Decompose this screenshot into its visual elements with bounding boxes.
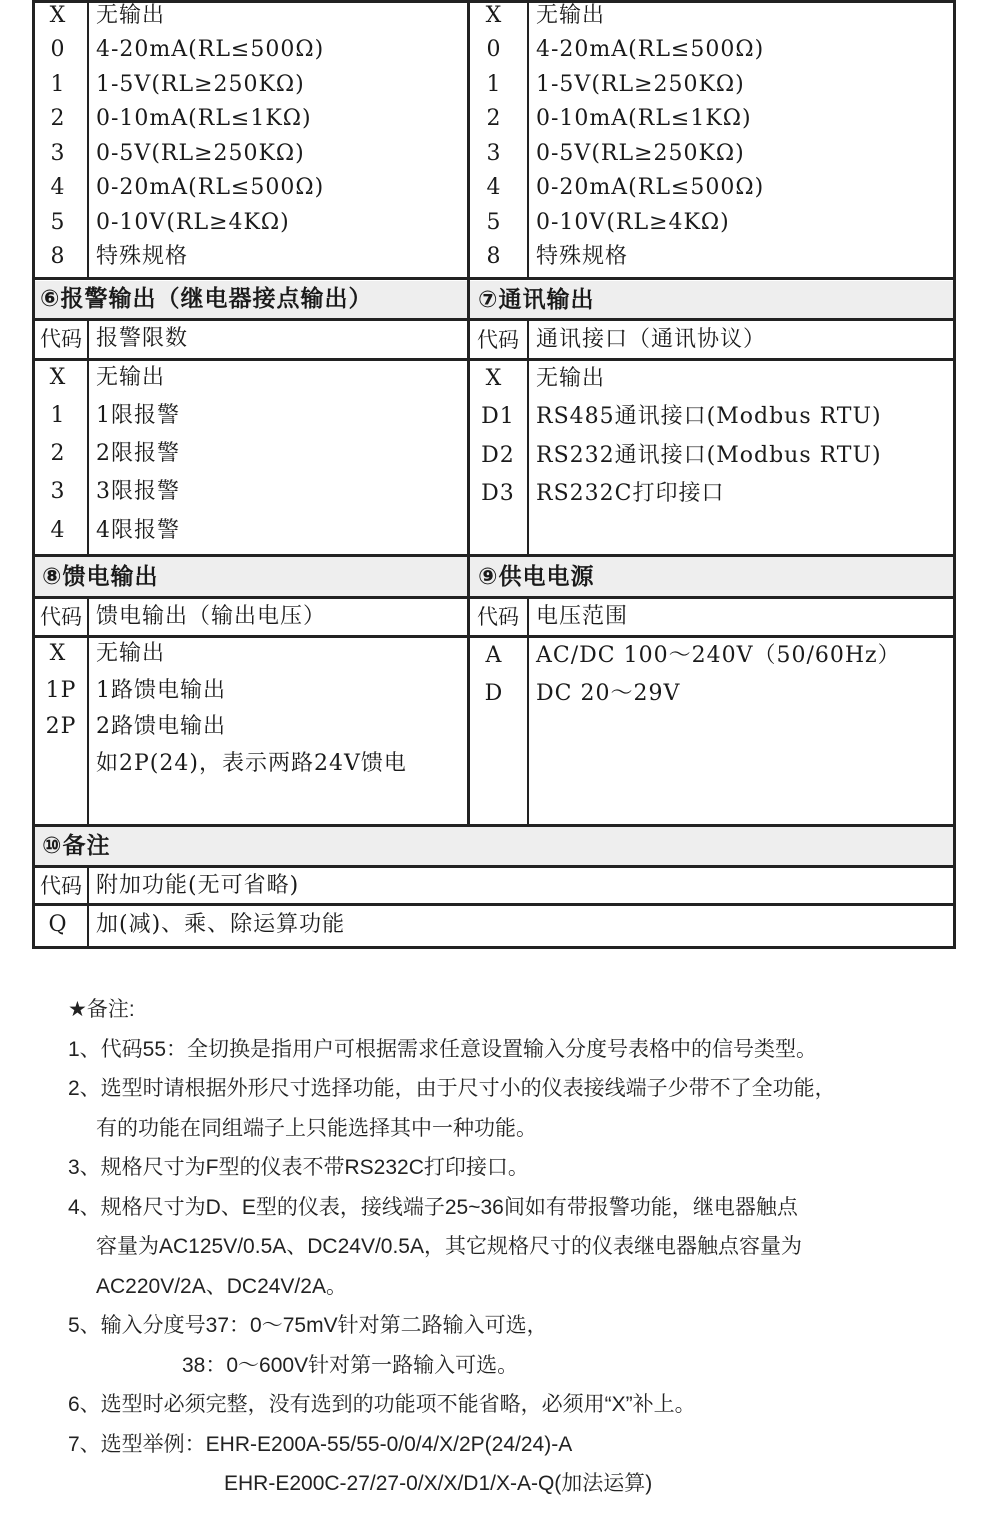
desc-cell: 3限报警 <box>96 479 180 504</box>
code-column-divider <box>87 0 89 278</box>
desc-cell: 4-20mA(RL≤500Ω) <box>536 37 765 62</box>
code-cell: 4 <box>50 175 66 200</box>
desc-cell: 无输出 <box>96 3 166 28</box>
code-cell: 0 <box>486 37 502 62</box>
code-cell: 3 <box>50 141 66 166</box>
code-cell: 1 <box>50 72 66 97</box>
code-cell: X <box>49 3 67 28</box>
code-cell: X <box>485 3 503 28</box>
code-cell: 5 <box>50 210 66 235</box>
code-column-divider <box>527 318 529 555</box>
note-line: 2、选型时请根据外形尺寸选择功能，由于尺寸小的仪表接线端子少带不了全功能， <box>68 1077 836 1100</box>
desc-cell: 如2P(24)，表示两路24V馈电 <box>96 751 407 776</box>
code-cell: 4 <box>486 175 502 200</box>
desc-cell: 2路馈电输出 <box>96 714 226 739</box>
desc-cell: 0-5V(RL≥250KΩ) <box>96 141 305 166</box>
desc-cell: 2限报警 <box>96 441 180 466</box>
feed-section-title: ⑧馈电输出 <box>42 564 159 590</box>
note-line: 5、输入分度号37：0～75mV针对第二路输入可选， <box>68 1314 548 1337</box>
desc-cell: 0-20mA(RL≤500Ω) <box>96 175 325 200</box>
comm-section-title: ⑦通讯输出 <box>478 287 595 313</box>
desc-cell: 0-10V(RL≥4KΩ) <box>96 210 290 235</box>
code-cell: 2 <box>50 106 66 131</box>
remark-code-header: 代码 <box>40 874 82 898</box>
code-cell: 4 <box>50 518 66 543</box>
alarm-section-title: ⑥报警输出（继电器接点输出） <box>40 286 373 312</box>
desc-cell: 无输出 <box>96 365 166 390</box>
note-line: 1、代码55：全切换是指用户可根据需求任意设置输入分度号表格中的信号类型。 <box>68 1038 818 1061</box>
code-cell: 8 <box>486 244 502 269</box>
feed-desc-header: 馈电输出（输出电压） <box>96 604 327 629</box>
rule <box>32 865 956 868</box>
code-cell: D2 <box>481 443 515 468</box>
desc-cell: 无输出 <box>536 366 606 391</box>
note-line: 3、规格尺寸为F型的仪表不带RS232C打印接口。 <box>68 1156 529 1179</box>
comm-code-header: 代码 <box>477 328 519 352</box>
desc-cell: 4-20mA(RL≤500Ω) <box>96 37 325 62</box>
alarm-code-header: 代码 <box>40 327 82 351</box>
code-cell: 1P <box>45 678 77 703</box>
desc-cell: RS232通讯接口(Modbus RTU) <box>536 443 882 468</box>
code-cell: D3 <box>481 481 515 506</box>
rule <box>32 277 956 280</box>
desc-cell: 0-10V(RL≥4KΩ) <box>536 210 730 235</box>
rule <box>32 903 956 906</box>
code-cell: 1 <box>486 72 502 97</box>
code-cell: 8 <box>50 244 66 269</box>
desc-cell: 4限报警 <box>96 518 180 543</box>
desc-cell: 无输出 <box>96 641 166 666</box>
note-line: 38：0～600V针对第一路输入可选。 <box>182 1354 519 1377</box>
code-cell: D1 <box>481 404 515 429</box>
desc-cell: 1-5V(RL≥250KΩ) <box>536 72 745 97</box>
remark-section-bar <box>35 827 953 865</box>
code-column-divider <box>527 596 529 825</box>
desc-cell: DC 20～29V <box>536 681 681 706</box>
code-cell: 1 <box>50 403 66 428</box>
code-cell: 0 <box>50 37 66 62</box>
note-line: 4、规格尺寸为D、E型的仪表，接线端子25~36间如有带报警功能，继电器触点 <box>68 1196 798 1219</box>
note-line: 7、选型举例：EHR-E200A-55/55-0/0/4/X/2P(24/24)-A <box>68 1433 573 1456</box>
code-column-divider <box>527 0 529 278</box>
rule <box>32 358 956 361</box>
rule <box>32 635 956 638</box>
rule <box>32 596 956 599</box>
code-cell: 2 <box>50 441 66 466</box>
code-cell: D <box>484 681 504 706</box>
code-cell: X <box>49 365 67 390</box>
note-line: 容量为AC125V/0.5A、DC24V/0.5A，其它规格尺寸的仪表继电器触点容量为 <box>96 1235 802 1258</box>
desc-cell: AC/DC 100～240V（50/60Hz） <box>536 643 901 668</box>
code-cell: Q <box>48 912 68 937</box>
desc-cell: 无输出 <box>536 3 606 28</box>
note-line: 6、选型时必须完整，没有选到的功能项不能省略，必须用“X”补上。 <box>68 1393 696 1416</box>
code-cell: 3 <box>50 479 66 504</box>
notes-title: ★备注: <box>68 998 135 1021</box>
feed-code-header: 代码 <box>40 605 82 629</box>
comm-desc-header: 通讯接口（通讯协议） <box>536 327 767 352</box>
code-cell: 2 <box>486 106 502 131</box>
note-line: 有的功能在同组端子上只能选择其中一种功能。 <box>96 1117 537 1140</box>
rule <box>32 318 956 321</box>
remark-desc-header: 附加功能(无可省略) <box>96 873 300 898</box>
code-cell: 2P <box>45 714 77 739</box>
desc-cell: 0-5V(RL≥250KΩ) <box>536 141 745 166</box>
note-line: EHR-E200C-27/27-0/X/X/D1/X-A-Q(加法运算) <box>224 1472 653 1495</box>
power-desc-header: 电压范围 <box>536 604 629 629</box>
desc-cell: 1限报警 <box>96 403 180 428</box>
desc-cell: 0-10mA(RL≤1KΩ) <box>536 106 752 131</box>
desc-cell: 1路馈电输出 <box>96 678 226 703</box>
desc-cell: RS232C打印接口 <box>536 481 725 506</box>
power-section-title: ⑨供电电源 <box>478 564 595 590</box>
code-cell: 5 <box>486 210 502 235</box>
desc-cell: 1-5V(RL≥250KΩ) <box>96 72 305 97</box>
power-code-header: 代码 <box>477 605 519 629</box>
desc-cell: 特殊规格 <box>536 244 629 269</box>
code-cell: A <box>485 643 503 668</box>
code-cell: X <box>49 641 67 666</box>
rule <box>32 554 956 557</box>
rule <box>32 824 956 827</box>
alarm-desc-header: 报警限数 <box>96 326 189 351</box>
desc-cell: RS485通讯接口(Modbus RTU) <box>536 404 882 429</box>
desc-cell: 0-10mA(RL≤1KΩ) <box>96 106 312 131</box>
code-cell: 3 <box>486 141 502 166</box>
note-line: AC220V/2A、DC24V/2A。 <box>96 1275 347 1298</box>
desc-cell: 0-20mA(RL≤500Ω) <box>536 175 765 200</box>
remark-section-title: ⑩备注 <box>42 833 111 859</box>
code-cell: X <box>485 366 503 391</box>
desc-cell: 特殊规格 <box>96 244 189 269</box>
desc-cell: 加(减)、乘、除运算功能 <box>96 912 346 937</box>
